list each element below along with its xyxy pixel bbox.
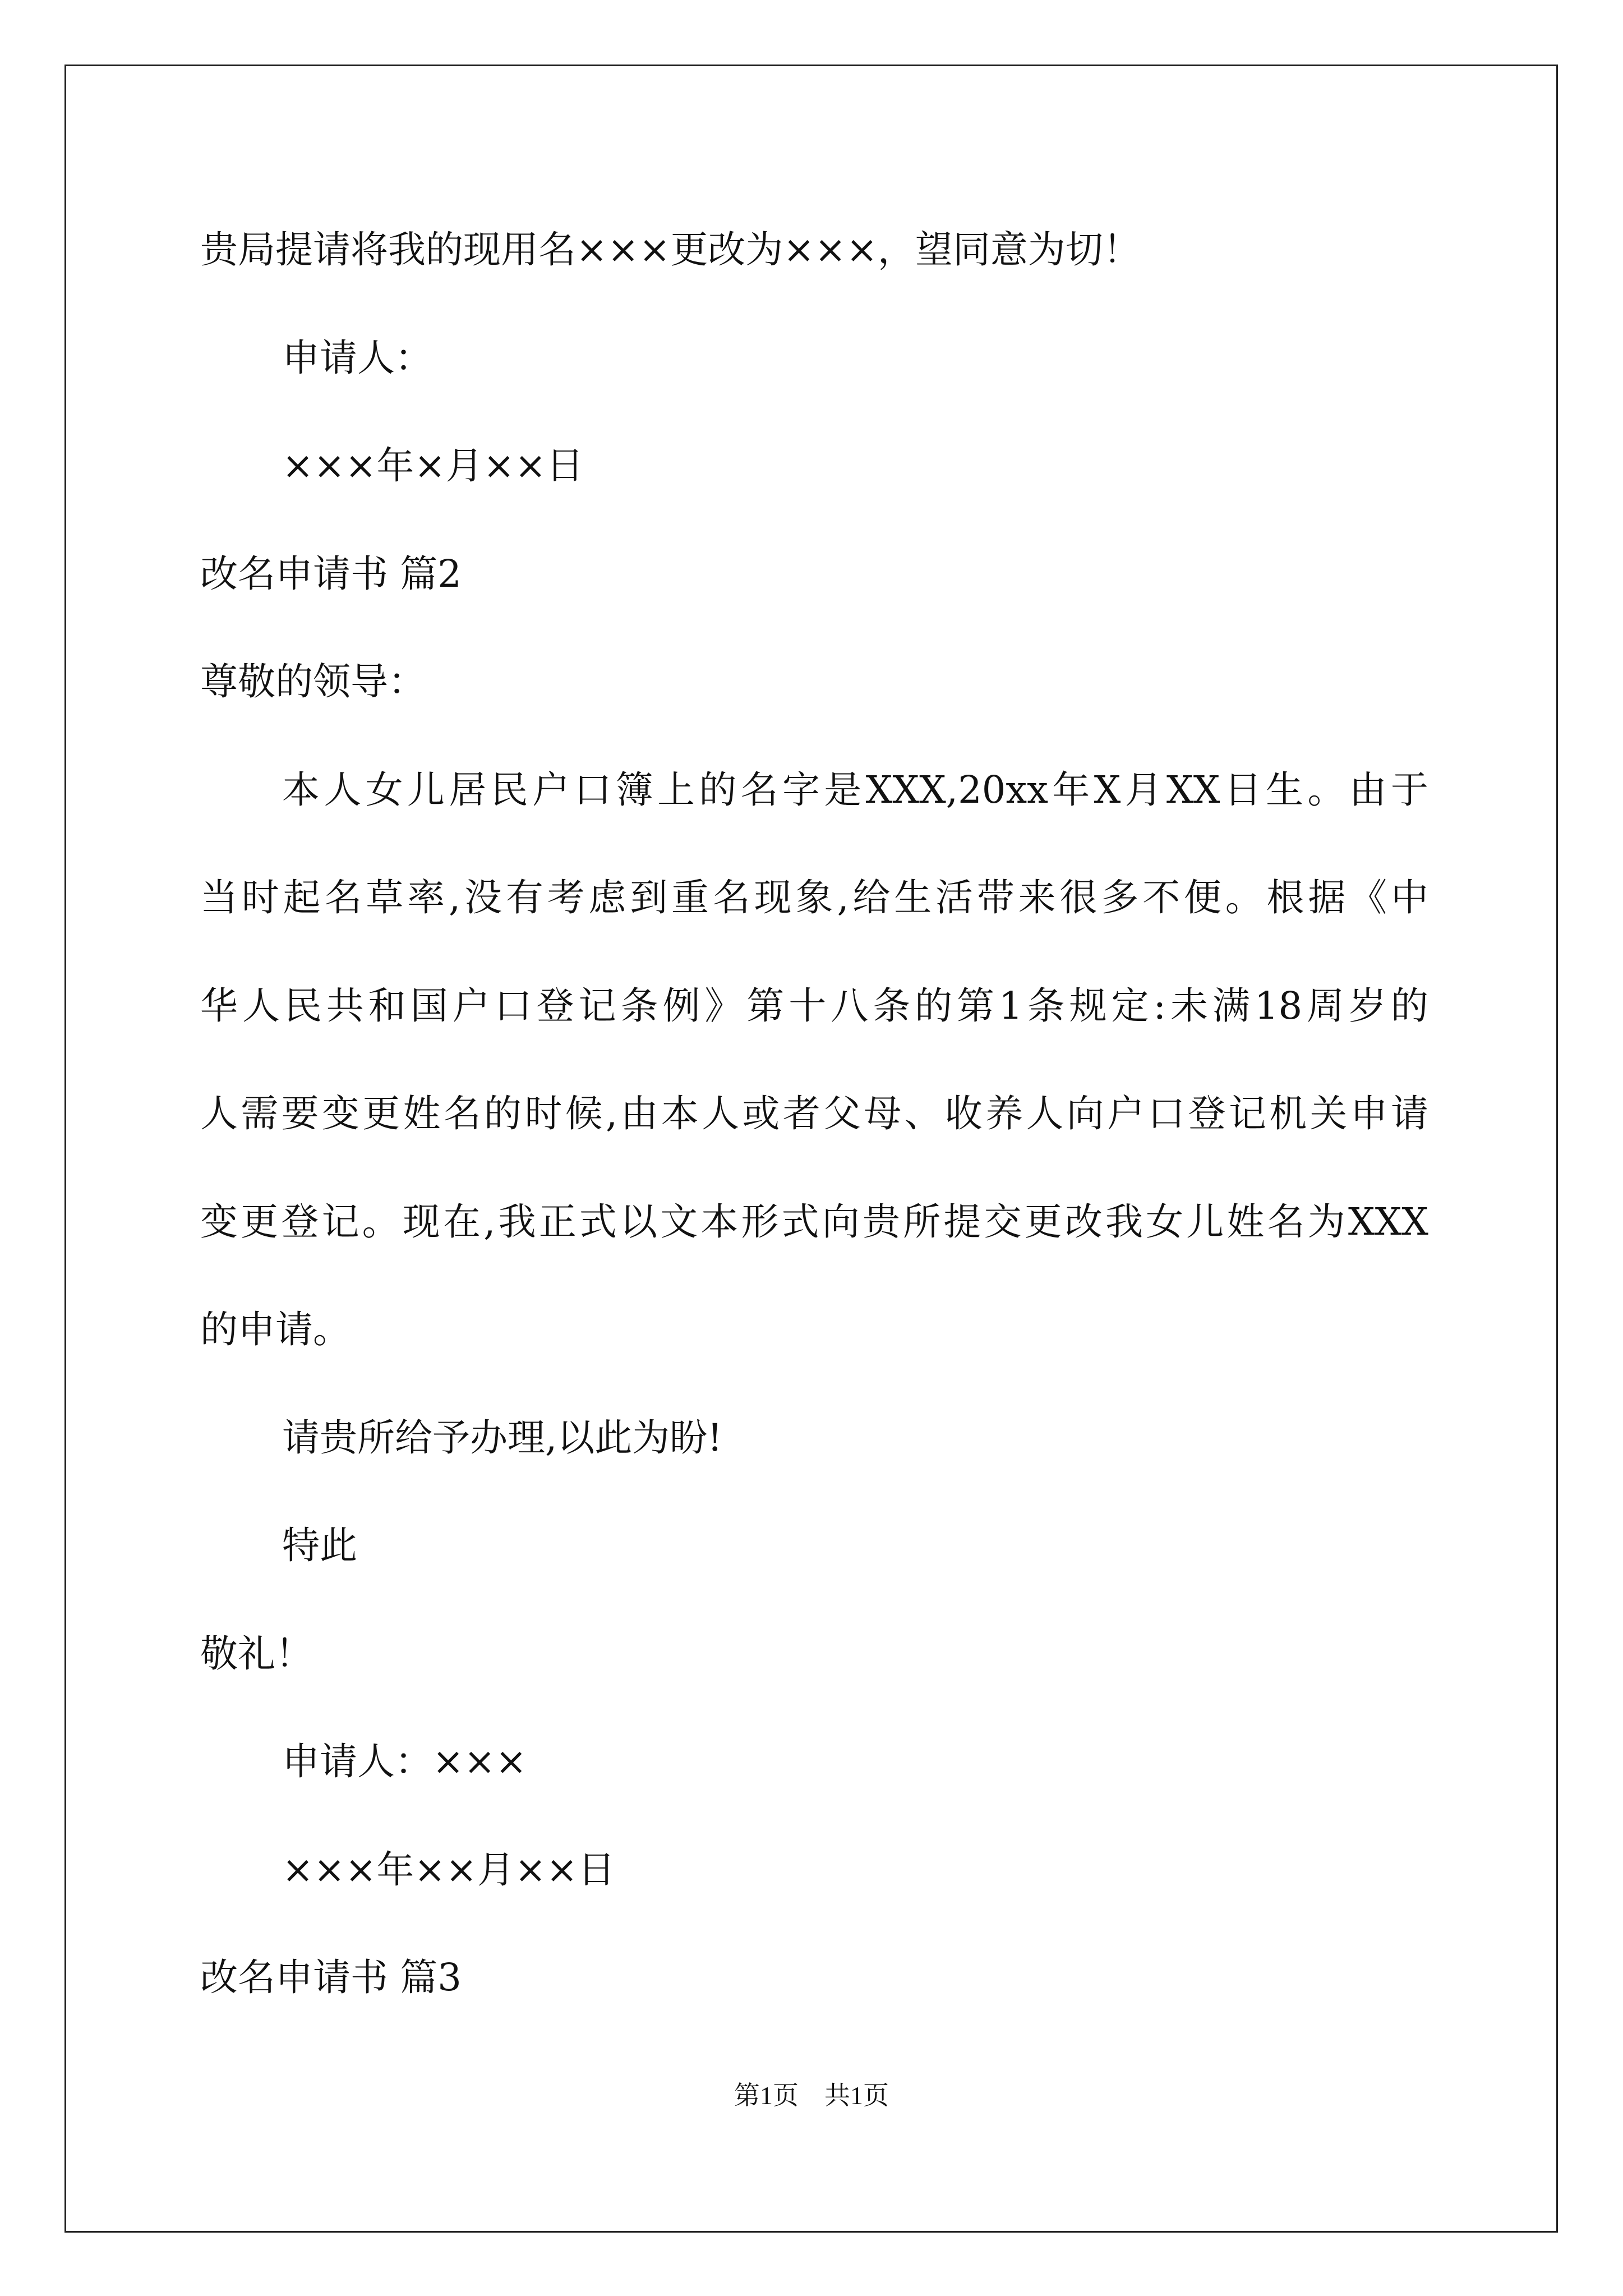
body-line-1: 本人女儿居民户口簿上的名字是XXX,20xx年X月XX日生。由于	[282, 768, 1428, 812]
applicant-label: 申请人：	[282, 336, 432, 380]
section-heading-3: 改名申请书 篇3	[200, 1955, 462, 1999]
body-line-6: 的申请。	[200, 1308, 351, 1351]
applicant-signature: 申请人：×××	[282, 1740, 527, 1783]
paragraph-request-end: 贵局提请将我的现用名×××更改为×××，望同意为切！	[200, 228, 1141, 272]
signature-date: ×××年××月××日	[282, 1848, 615, 1892]
closing-salute: 敬礼！	[200, 1632, 313, 1676]
page-number-footer: 第1页 共1页	[734, 2081, 889, 2110]
section-heading-2: 改名申请书 篇2	[200, 552, 462, 596]
body-line-3: 华人民共和国户口登记条例》第十八条的第1条规定:未满18周岁的	[200, 984, 1428, 1028]
salutation: 尊敬的领导：	[200, 660, 426, 703]
request-line: 请贵所给予办理,以此为盼!	[282, 1416, 723, 1460]
body-line-5: 变更登记。现在,我正式以文本形式向贵所提交更改我女儿姓名为XXX	[200, 1200, 1428, 1244]
date-line: ×××年×月××日	[282, 444, 584, 487]
body-line-2: 当时起名草率,没有考虑到重名现象,给生活带来很多不便。根据《中	[200, 876, 1428, 919]
page-border	[64, 65, 1558, 2233]
body-line-4: 人需要变更姓名的时候,由本人或者父母、收养人向户口登记机关申请	[200, 1092, 1428, 1135]
closing-special: 特此	[282, 1524, 357, 1567]
